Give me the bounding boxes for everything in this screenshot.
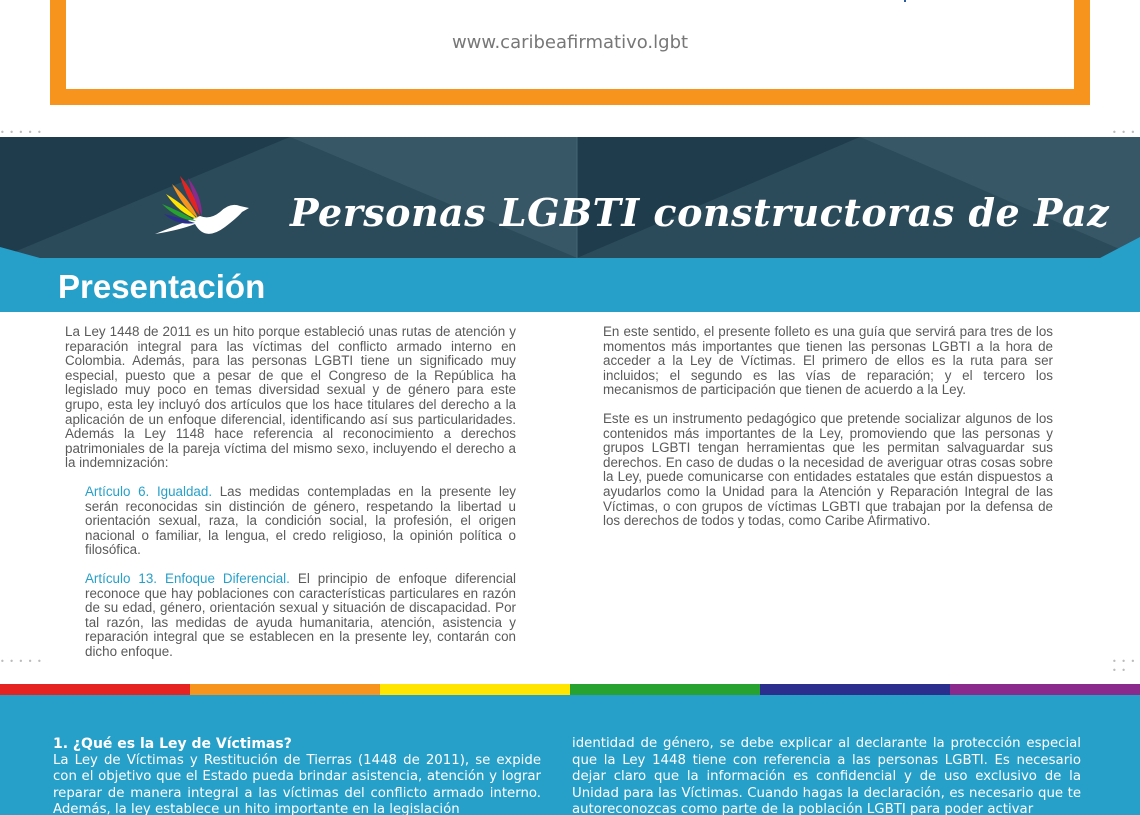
presentation-right-column <box>603 325 1053 543</box>
guide-paragraph: En este sentido, el presente folleto es una guía que servirá para tres de los momentos más importantes que tienen las personas LGBTI a la hora de acceder a la Ley de Víctimas. El primero de ellos es la ruta para ser incluidos; el segundo es las vías de reparación; y el tercero los mecanismos de participación que tienen de acuerdo a la Ley. <box>603 324 1053 398</box>
article-6-title: Artículo 6. Igualdad. <box>85 483 213 499</box>
website-url[interactable]: www.caribeafirmativo.lgbt <box>451 32 689 53</box>
article-6-paragraph <box>65 485 516 558</box>
section-1-heading: 1. ¿Qué es la Ley de Víctimas? <box>53 736 292 752</box>
article-13-paragraph <box>65 572 516 660</box>
section-1-left-column <box>53 736 541 815</box>
iom-logo-text <box>859 0 894 1</box>
presentation-left-column <box>65 325 516 673</box>
crop-mark-right-top: • • • <box>1112 128 1137 137</box>
rainbow-stripe <box>0 684 1140 695</box>
article-6-text: Las medidas contempladas en la presente ley serán reconocidas sin distinción de género, respetando la libertad u orientación sexual, raza, la condición social, la profesión, el origen nacional o familiar, la lengua, el credo religioso, la opinión política o filosófica. <box>85 483 516 558</box>
page-title: Personas LGBTI constructoras de Paz <box>290 190 1110 235</box>
crop-mark-left-bottom: • • • • • <box>0 657 43 666</box>
partner-logos <box>66 0 1074 16</box>
section-1-right-text: identidad de género, se debe explicar al declarante la protección especial que la Ley 1448 tiene con referencia a las personas LGBTI. Es necesario dejar claro que la información es confidencial y de uso exclusivo de la Unidad para las Víctimas. Cuando hagas la declaración, es necesario que te autoreconozcas como parte de la población LGBTI para poder activar <box>572 736 1081 815</box>
intro-paragraph: La Ley 1448 de 2011 es un hito porque estableció unas rutas de atención y reparación integral para las víctimas del conflicto armado interno en Colombia. Además, para las personas LGBTI tiene un significado muy especial, puesto que a pesar de que el Congreso de la República ha legislado muy poco en temas diversidad sexual y de género para este grupo, esta ley incluyó dos artículos que los hace titulares del derecho a la aplicación de un enfoque diferencial, identificando así sus particularidades. Además la Ley 1148 hace referencia al reconocimiento a derechos patrimoniales de la pareja víctima del mismo sexo, incluyendo el derecho a la indemnización: <box>65 324 516 471</box>
iom-divider <box>904 0 906 2</box>
crop-mark-left-top: • • • • • <box>0 128 43 137</box>
section-1-left-text: La Ley de Víctimas y Restitución de Tierras (1448 de 2011), se expide con el objetivo que el Estado pueda brindar asistencia, atención y lograr reparar de manera integral a las víctimas del conflicto armado interno. Además, la ley establece un hito importante en la legislación <box>53 752 541 815</box>
article-13-text: El principio de enfoque diferencial reconoce que hay poblaciones con características particulares en razón de su edad, género, orientación sexual y situación de discapacidad. Por tal razón, las medidas de ayuda humanitaria, atención, asistencia y reparación integral que se establecen en la presente ley, contarán con dicho enfoque. <box>85 570 516 659</box>
rainbow-dove-icon <box>150 172 250 244</box>
header-frame <box>50 0 1090 105</box>
crop-mark-right-bottom: • • • • • <box>1112 657 1137 675</box>
section-1-right-column <box>572 736 1081 815</box>
article-13-title: Artículo 13. Enfoque Diferencial. <box>85 570 290 586</box>
presentation-heading: Presentación <box>58 268 266 305</box>
instrument-paragraph: Este es un instrumento pedagógico que pretende socializar algunos de los contenidos más importantes de la Ley, promoviendo que las personas y grupos LGBTI tengan herramientas que les permitan salvaguardar sus derechos. En caso de dudas o la necesidad de averiguar otras cosas sobre la Ley, puede comunicarse con entidades estatales que están dispuestos a ayudarlos como la Unidad para la Atención y Reparación Integral de las Víctimas, o con grupos de víctimas LGBTI que trabajan por la defensa de los derechos de todos y todas, como Caribe Afirmativo. <box>603 410 1053 529</box>
